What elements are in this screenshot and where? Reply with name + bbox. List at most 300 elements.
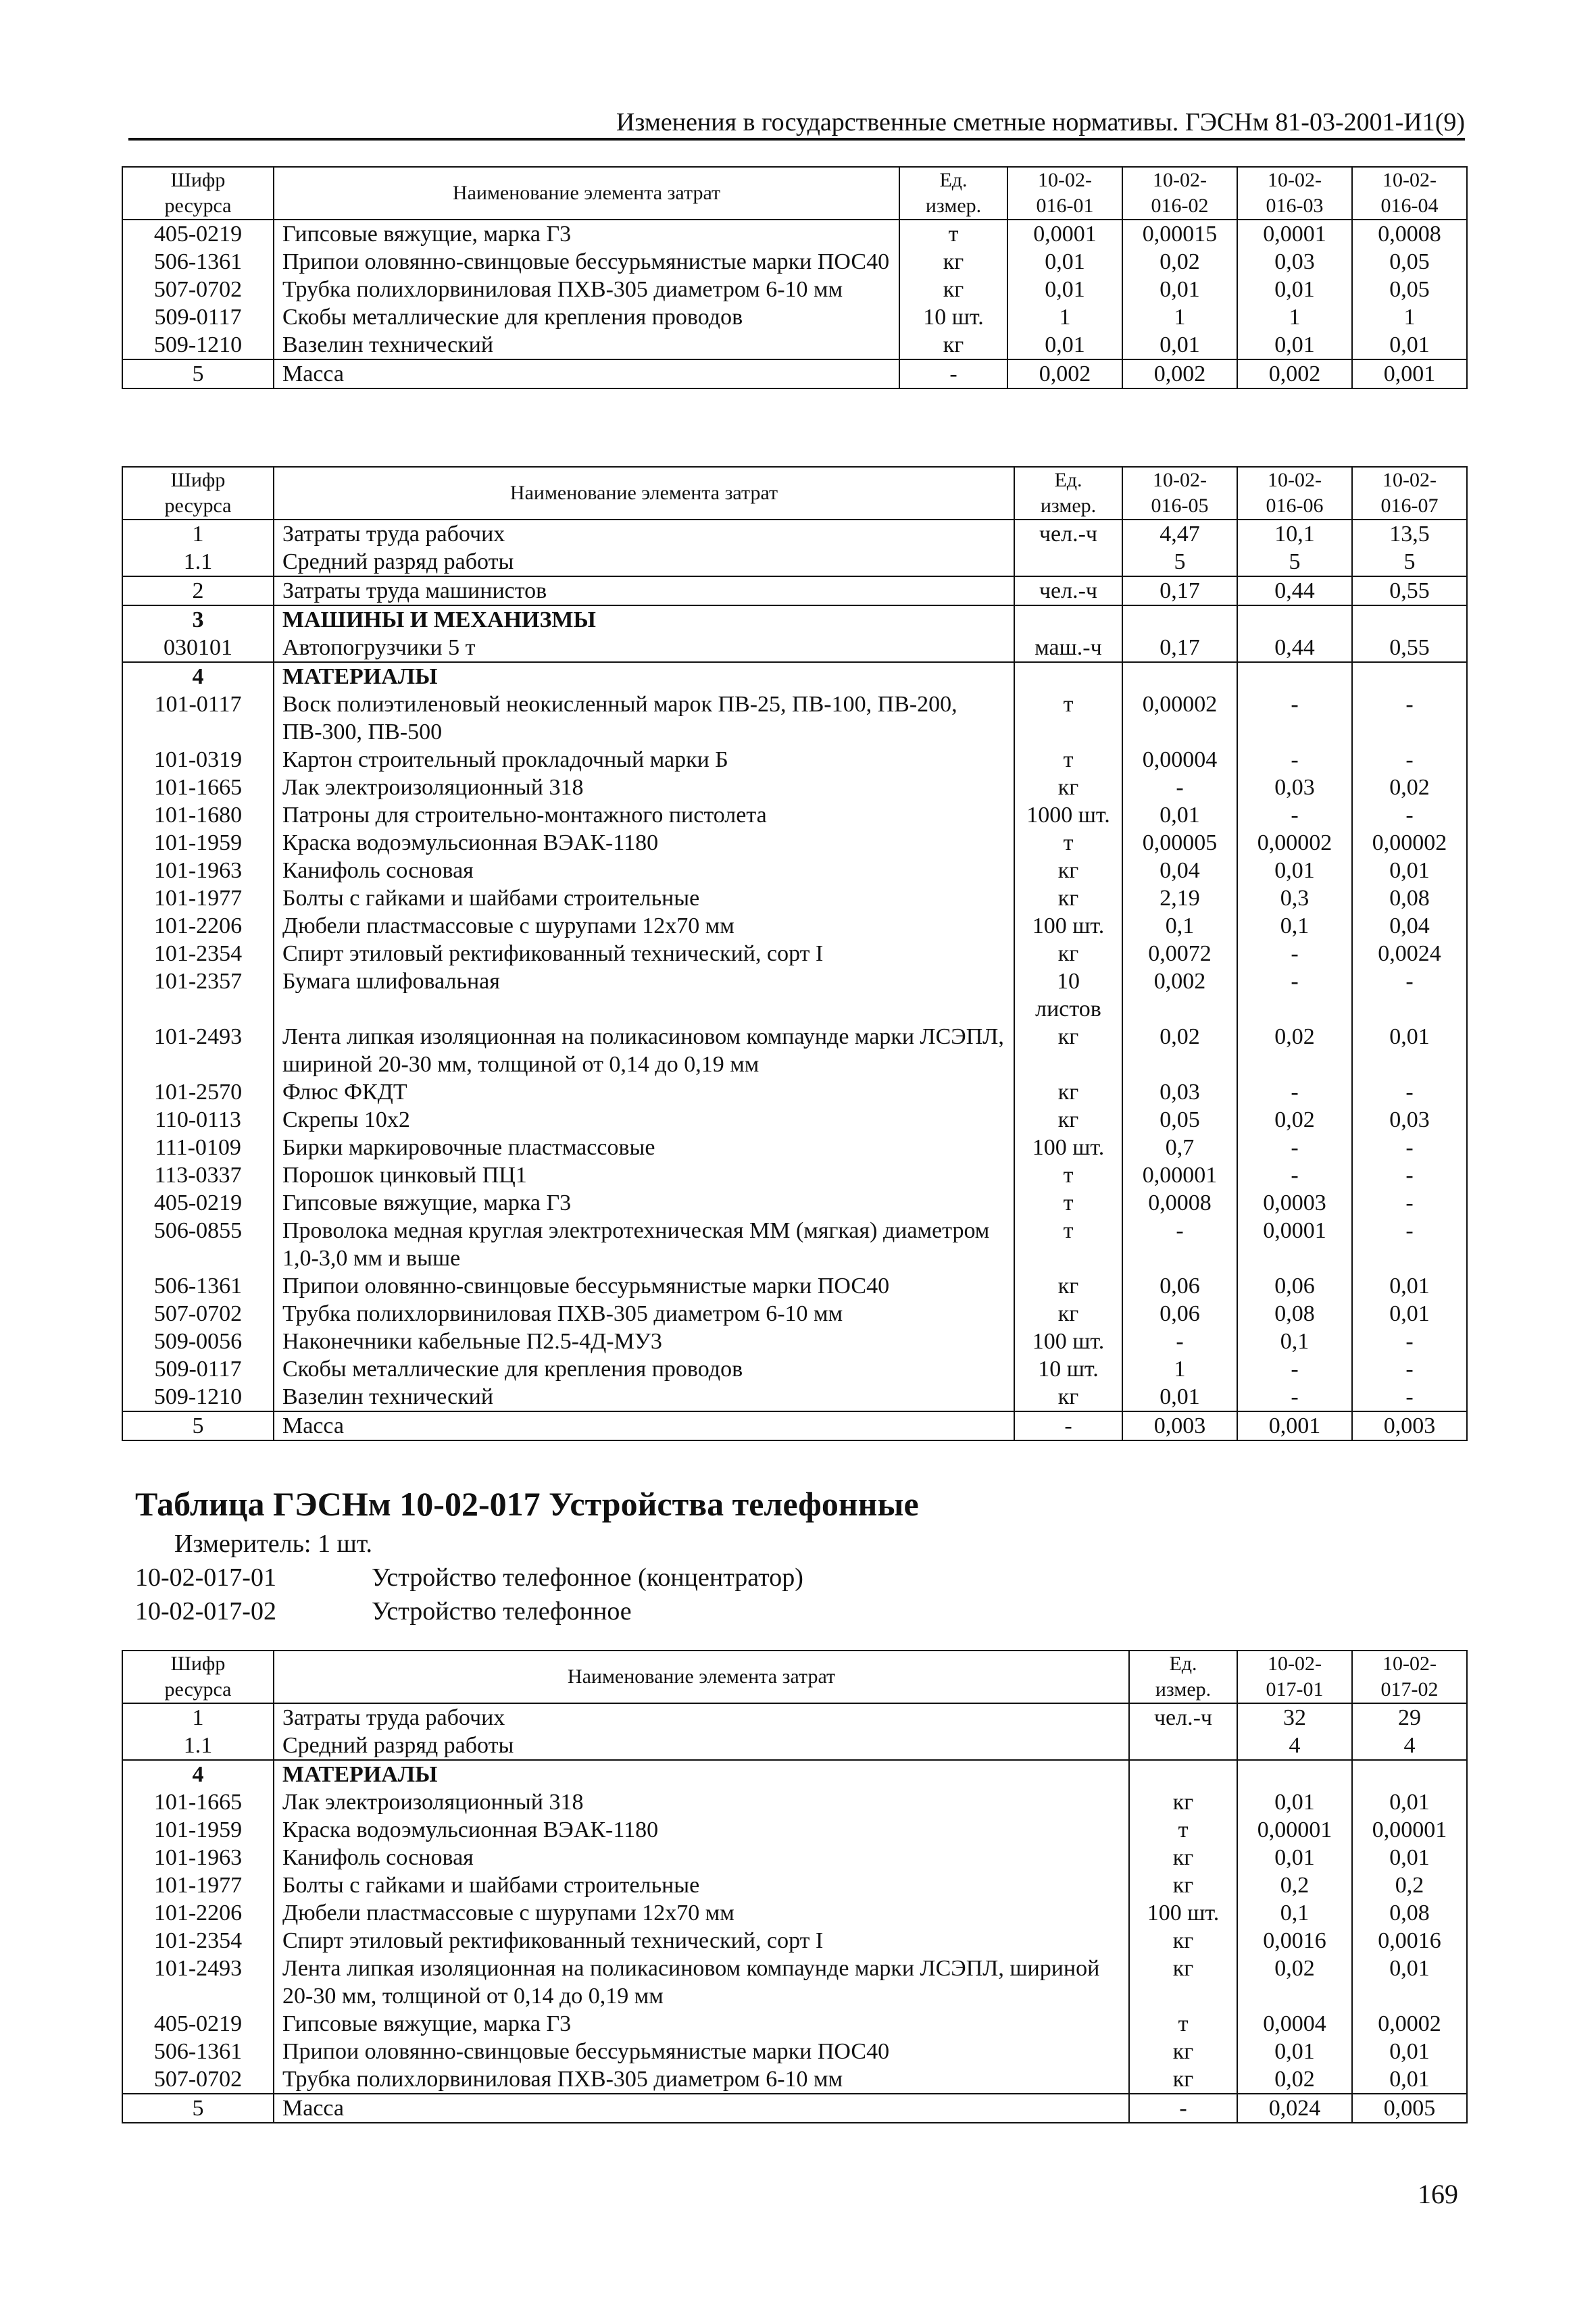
value-cell: 0,002 [1122,967,1237,1023]
unit-cell [1129,1760,1237,1788]
unit-cell: кг [1014,857,1122,884]
resource-code-cell: 509-0117 [122,1355,274,1383]
table-body [122,220,1467,388]
resource-code-cell: 509-0117 [122,303,274,331]
value-cell: 0,0016 [1237,1927,1352,1955]
value-cell: 0,02 [1237,2065,1352,2094]
resource-name-cell: Патроны для строительно-монтажного пистолета [274,801,1014,829]
resource-code-cell: 506-1361 [122,1272,274,1300]
resource-code-cell: 111-0109 [122,1134,274,1161]
table-row [122,967,1467,1023]
col-norm-header: 10-02- 016-07 [1352,467,1467,520]
section-header-row [122,605,1467,634]
value-cell: 0,02 [1352,774,1467,801]
resource-code-cell: 509-1210 [122,331,274,359]
table-row [122,857,1467,884]
value-cell: 4 [1237,1732,1352,1760]
value-cell: 0,17 [1122,634,1237,662]
unit-cell: т [1014,1161,1122,1189]
value-cell: - [1352,1383,1467,1411]
table-row [122,220,1467,248]
value-cell: 0,01 [1237,1844,1352,1871]
resource-name-cell: Гипсовые вяжущие, марка Г3 [274,1189,1014,1217]
unit-cell [1129,1732,1237,1760]
value-cell: 0,06 [1237,1272,1352,1300]
col-norm-header: 10-02- 017-01 [1237,1651,1352,1703]
value-cell: 0,024 [1237,2094,1352,2123]
value-cell: 0,44 [1237,576,1352,605]
value-cell: 0,08 [1352,884,1467,912]
value-cell: 0,04 [1122,857,1237,884]
value-cell: 0,0016 [1352,1927,1467,1955]
resource-name-cell: Канифоль сосновая [274,857,1014,884]
value-cell: 0,01 [1237,857,1352,884]
value-cell: 0,02 [1237,1955,1352,2010]
table-row [122,1899,1467,1927]
resource-name-cell: Спирт этиловый ректификованный технический, сорт I [274,940,1014,967]
col-norm-header: 10-02- 016-03 [1237,167,1352,220]
value-cell: 29 [1352,1703,1467,1732]
value-cell: 1 [1352,303,1467,331]
value-cell: 0,0001 [1237,1217,1352,1272]
resource-code-cell: 110-0113 [122,1106,274,1134]
value-cell: - [1352,1161,1467,1189]
value-cell: 0,1 [1237,1899,1352,1927]
resource-code-cell: 5 [122,1411,274,1440]
value-cell: 4 [1352,1732,1467,1760]
table-row [122,2065,1467,2094]
value-cell: 0,03 [1237,248,1352,276]
value-cell: 0,01 [1007,276,1122,303]
value-cell: - [1352,1328,1467,1355]
resource-code-cell: 4 [122,662,274,690]
resource-name-cell: Затраты труда рабочих [274,1703,1129,1732]
value-cell: - [1237,1355,1352,1383]
unit-cell: кг [1014,1106,1122,1134]
value-cell: 0,0008 [1352,220,1467,248]
col-norm-header: 10-02- 016-05 [1122,467,1237,520]
value-cell: 0,00002 [1122,690,1237,746]
value-cell: 0,0024 [1352,940,1467,967]
table-row [122,1134,1467,1161]
resource-code-cell: 509-1210 [122,1383,274,1411]
unit-cell: кг [899,248,1007,276]
value-cell: 0,0001 [1007,220,1122,248]
norm-item [135,1562,803,1593]
resource-name-cell: Вазелин технический [274,1383,1014,1411]
resource-name-cell: Проволока медная круглая электротехническая ММ (мягкая) диаметром 1,0-3,0 мм и выше [274,1217,1014,1272]
value-cell: 5 [1122,548,1237,576]
unit-cell: кг [1014,1272,1122,1300]
resource-code-cell: 101-1680 [122,801,274,829]
table-header-row [122,467,1467,520]
value-cell: 0,01 [1122,276,1237,303]
unit-cell: кг [1014,1023,1122,1078]
value-cell [1237,1760,1352,1788]
resource-code-cell: 101-2206 [122,912,274,940]
value-cell: 0,3 [1237,884,1352,912]
col-code-header: Шифр ресурса [122,167,274,220]
value-cell: 0,001 [1352,359,1467,388]
resource-name-cell: Спирт этиловый ректификованный технический, сорт I [274,1927,1129,1955]
value-cell: 0,01 [1352,1272,1467,1300]
value-cell: 0,005 [1352,2094,1467,2123]
unit-cell: 1000 шт. [1014,801,1122,829]
value-cell: 0,00002 [1237,829,1352,857]
table-row [122,690,1467,746]
resource-name-cell: Припои оловянно-свинцовые бессурьмянистые марки ПОС40 [274,1272,1014,1300]
table-row [122,746,1467,774]
value-cell: 0,01 [1352,1788,1467,1816]
value-cell: 0,01 [1122,1383,1237,1411]
resource-name-cell: Масса [274,2094,1129,2123]
mass-row [122,2094,1467,2123]
value-cell: 0,00001 [1352,1816,1467,1844]
resource-name-cell: Лак электроизоляционный 318 [274,774,1014,801]
value-cell: 0,01 [1352,2038,1467,2065]
unit-cell: кг [899,276,1007,303]
value-cell: 0,00002 [1352,829,1467,857]
resource-code-cell: 101-2206 [122,1899,274,1927]
value-cell: 0,17 [1122,576,1237,605]
col-unit-header: Ед. измер. [899,167,1007,220]
resource-name-cell: Канифоль сосновая [274,1844,1129,1871]
unit-cell: 100 шт. [1014,1134,1122,1161]
table-row [122,912,1467,940]
value-cell: 0,01 [1352,1844,1467,1871]
table-row [122,884,1467,912]
resource-code-cell: 1 [122,520,274,548]
value-cell: 0,1 [1237,912,1352,940]
unit-cell: 10 шт. [1014,1355,1122,1383]
resource-code-cell: 101-2357 [122,967,274,1023]
resource-code-cell: 101-1963 [122,857,274,884]
value-cell: 0,03 [1122,1078,1237,1106]
resource-code-cell: 101-1959 [122,1816,274,1844]
value-cell: 0,0072 [1122,940,1237,967]
resource-name-cell: Средний разряд работы [274,548,1014,576]
resource-name-cell: Краска водоэмульсионная ВЭАК-1180 [274,1816,1129,1844]
table-row [122,1300,1467,1328]
value-cell: - [1352,746,1467,774]
value-cell: 0,55 [1352,634,1467,662]
value-cell [1352,662,1467,690]
value-cell [1237,662,1352,690]
resource-name-cell: Болты с гайками и шайбами строительные [274,1871,1129,1899]
unit-cell: - [899,359,1007,388]
table-row [122,248,1467,276]
table-row [122,634,1467,662]
unit-cell: 100 шт. [1014,912,1122,940]
col-name-header: Наименование элемента затрат [274,167,899,220]
resource-code-cell: 405-0219 [122,1189,274,1217]
resource-code-cell: 509-0056 [122,1328,274,1355]
resource-code-cell: 4 [122,1760,274,1788]
section-header-row [122,662,1467,690]
value-cell: 0,55 [1352,576,1467,605]
value-cell: 0,01 [1007,248,1122,276]
unit-cell: т [1014,746,1122,774]
unit-cell: 10 листов [1014,967,1122,1023]
value-cell: 0,02 [1122,248,1237,276]
resource-code-cell: 101-0319 [122,746,274,774]
table-row [122,1217,1467,1272]
resource-name-cell: МАШИНЫ И МЕХАНИЗМЫ [274,605,1014,634]
table-row [122,1955,1467,2010]
value-cell: 0,00015 [1122,220,1237,248]
value-cell [1122,605,1237,634]
operators-row [122,576,1467,605]
unit-cell: чел.-ч [1014,576,1122,605]
resource-code-cell: 507-0702 [122,276,274,303]
value-cell [1352,605,1467,634]
resource-code-cell: 1 [122,1703,274,1732]
norm-item [135,1596,632,1627]
table-row [122,774,1467,801]
value-cell: 0,01 [1122,801,1237,829]
col-name-header: Наименование элемента затрат [274,467,1014,520]
value-cell: 0,01 [1237,276,1352,303]
value-cell: 0,06 [1122,1272,1237,1300]
resource-code-cell: 113-0337 [122,1161,274,1189]
value-cell: 1 [1007,303,1122,331]
unit-cell: кг [1014,1300,1122,1328]
value-cell: 0,01 [1352,1023,1467,1078]
table-row [122,1272,1467,1300]
mass-row [122,1411,1467,1440]
resource-name-cell: Дюбели пластмассовые с шурупами 12х70 мм [274,1899,1129,1927]
value-cell: - [1237,940,1352,967]
value-cell: - [1237,967,1352,1023]
value-cell: 0,05 [1122,1106,1237,1134]
unit-cell [1014,662,1122,690]
value-cell: 0,00004 [1122,746,1237,774]
value-cell: 10,1 [1237,520,1352,548]
table-row [122,1788,1467,1816]
table-row [122,1383,1467,1411]
value-cell: 0,0004 [1237,2010,1352,2038]
table-row [122,331,1467,359]
col-norm-header: 10-02- 016-06 [1237,467,1352,520]
value-cell: - [1237,690,1352,746]
page-number: 169 [1418,2179,1458,2209]
unit-cell: т [1014,690,1122,746]
resource-code-cell: 101-1977 [122,884,274,912]
norm-item-name: Устройство телефонное [372,1597,632,1626]
unit-cell: чел.-ч [1129,1703,1237,1732]
resource-name-cell: Лента липкая изоляционная на поликасиновом компаунде марки ЛСЭПЛ, шириной 20-30 мм, толщиной от 0,14 до 0,19 мм [274,1955,1129,2010]
table-header-row [122,1651,1467,1703]
section-header-row [122,1760,1467,1788]
value-cell: - [1237,1383,1352,1411]
table-row [122,548,1467,576]
value-cell: - [1237,1134,1352,1161]
running-header: Изменения в государственные сметные нормативы. ГЭСНм 81-03-2001-И1(9) [616,108,1465,136]
resource-code-cell: 405-0219 [122,220,274,248]
unit-cell: т [1014,1217,1122,1272]
resource-name-cell: Бумага шлифовальная [274,967,1014,1023]
unit-cell: маш.-ч [1014,634,1122,662]
resource-code-cell: 101-2493 [122,1955,274,2010]
meter-line: Измеритель: 1 шт. [174,1530,372,1558]
table-row [122,520,1467,548]
resource-name-cell: Трубка полихлорвиниловая ПХВ-305 диаметром 6-10 мм [274,1300,1014,1328]
unit-cell: 100 шт. [1129,1899,1237,1927]
table-header-row [122,167,1467,220]
resource-name-cell: Краска водоэмульсионная ВЭАК-1180 [274,829,1014,857]
section-title: Таблица ГЭСНм 10-02-017 Устройства телефонные [135,1485,919,1523]
col-unit-header: Ед. измер. [1014,467,1122,520]
resource-name-cell: Трубка полихлорвиниловая ПХВ-305 диаметром 6-10 мм [274,276,899,303]
col-unit-header: Ед. измер. [1129,1651,1237,1703]
unit-cell: кг [1129,1927,1237,1955]
table-row [122,1161,1467,1189]
resource-name-cell: Воск полиэтиленовый неокисленный марок ПВ-25, ПВ-100, ПВ-200, ПВ-300, ПВ-500 [274,690,1014,746]
resource-code-cell: 1.1 [122,1732,274,1760]
resource-code-cell: 506-0855 [122,1217,274,1272]
table-row [122,303,1467,331]
table-row [122,1023,1467,1078]
value-cell: 0,2 [1237,1871,1352,1899]
resource-name-cell: МАТЕРИАЛЫ [274,662,1014,690]
value-cell: 0,08 [1352,1899,1467,1927]
unit-cell: кг [1129,1788,1237,1816]
resource-name-cell: Флюс ФКДТ [274,1078,1014,1106]
resource-code-cell: 3 [122,605,274,634]
resource-code-cell: 101-1959 [122,829,274,857]
cost-table-016-01-04 [122,166,1468,389]
value-cell: 13,5 [1352,520,1467,548]
header-rule [128,138,1465,141]
unit-cell: кг [1129,1871,1237,1899]
unit-cell: т [1129,2010,1237,2038]
table-row [122,276,1467,303]
resource-name-cell: МАТЕРИАЛЫ [274,1760,1129,1788]
col-norm-header: 10-02- 016-01 [1007,167,1122,220]
value-cell: 5 [1237,548,1352,576]
value-cell: 1 [1237,303,1352,331]
unit-cell [1014,548,1122,576]
value-cell: 0,0001 [1237,220,1352,248]
table-row [122,2010,1467,2038]
table-body [122,520,1467,1440]
value-cell [1352,1760,1467,1788]
resource-code-cell: 101-2493 [122,1023,274,1078]
norm-item-code: 10-02-017-01 [135,1563,276,1592]
resource-code-cell: 101-1963 [122,1844,274,1871]
value-cell: - [1352,1134,1467,1161]
unit-cell: кг [1014,884,1122,912]
resource-name-cell: Припои оловянно-свинцовые бессурьмянистые марки ПОС40 [274,248,899,276]
value-cell: 0,06 [1122,1300,1237,1328]
resource-name-cell: Гипсовые вяжущие, марка Г3 [274,2010,1129,2038]
value-cell: 0,2 [1352,1871,1467,1899]
resource-code-cell: 101-1665 [122,774,274,801]
value-cell: 0,1 [1122,912,1237,940]
value-cell: 1 [1122,1355,1237,1383]
unit-cell: кг [1014,940,1122,967]
unit-cell: т [1014,1189,1122,1217]
value-cell: 0,04 [1352,912,1467,940]
unit-cell: т [899,220,1007,248]
resource-name-cell: Масса [274,1411,1014,1440]
resource-name-cell: Скрепы 10х2 [274,1106,1014,1134]
resource-name-cell: Гипсовые вяжущие, марка Г3 [274,220,899,248]
value-cell: 0,0002 [1352,2010,1467,2038]
value-cell: 0,002 [1007,359,1122,388]
unit-cell: кг [1129,2065,1237,2094]
resource-code-cell: 507-0702 [122,1300,274,1328]
resource-name-cell: Лак электроизоляционный 318 [274,1788,1129,1816]
resource-code-cell: 030101 [122,634,274,662]
col-norm-header: 10-02- 017-02 [1352,1651,1467,1703]
table-row [122,1189,1467,1217]
value-cell: 0,003 [1352,1411,1467,1440]
resource-code-cell: 101-2570 [122,1078,274,1106]
resource-name-cell: Наконечники кабельные П2.5-4Д-МУ3 [274,1328,1014,1355]
table-row [122,1078,1467,1106]
value-cell: - [1237,1161,1352,1189]
table-row [122,1106,1467,1134]
value-cell: 0,01 [1352,331,1467,359]
value-cell: 0,00001 [1122,1161,1237,1189]
table-row [122,1927,1467,1955]
unit-cell: 100 шт. [1014,1328,1122,1355]
value-cell: - [1352,1078,1467,1106]
value-cell: 2,19 [1122,884,1237,912]
value-cell: 32 [1237,1703,1352,1732]
resource-code-cell: 507-0702 [122,2065,274,2094]
value-cell: - [1122,774,1237,801]
resource-name-cell: Припои оловянно-свинцовые бессурьмянистые марки ПОС40 [274,2038,1129,2065]
table-row [122,1871,1467,1899]
unit-cell: кг [1014,1383,1122,1411]
table-row [122,1732,1467,1760]
value-cell: - [1352,967,1467,1023]
unit-cell: чел.-ч [1014,520,1122,548]
value-cell: 0,003 [1122,1411,1237,1440]
resource-code-cell: 1.1 [122,548,274,576]
norm-item-name: Устройство телефонное (концентратор) [372,1563,803,1592]
value-cell: 0,01 [1352,1955,1467,2010]
resource-code-cell: 5 [122,2094,274,2123]
value-cell: - [1237,746,1352,774]
unit-cell: кг [1014,774,1122,801]
value-cell: 0,44 [1237,634,1352,662]
col-name-header: Наименование элемента затрат [274,1651,1129,1703]
value-cell: 5 [1352,548,1467,576]
value-cell: 0,01 [1352,2065,1467,2094]
value-cell: 0,00005 [1122,829,1237,857]
norm-item-code: 10-02-017-02 [135,1597,276,1626]
table-row [122,940,1467,967]
value-cell: 0,01 [1007,331,1122,359]
resource-code-cell: 405-0219 [122,2010,274,2038]
value-cell [1122,662,1237,690]
unit-cell: т [1129,1816,1237,1844]
table-row [122,1328,1467,1355]
unit-cell: кг [1014,1078,1122,1106]
resource-name-cell: Болты с гайками и шайбами строительные [274,884,1014,912]
unit-cell: т [1014,829,1122,857]
cost-table-016-05-07 [122,466,1468,1441]
value-cell: 0,03 [1237,774,1352,801]
value-cell: 0,7 [1122,1134,1237,1161]
resource-code-cell: 101-0117 [122,690,274,746]
unit-cell: кг [899,331,1007,359]
value-cell: 0,01 [1122,331,1237,359]
value-cell: 1 [1122,303,1237,331]
